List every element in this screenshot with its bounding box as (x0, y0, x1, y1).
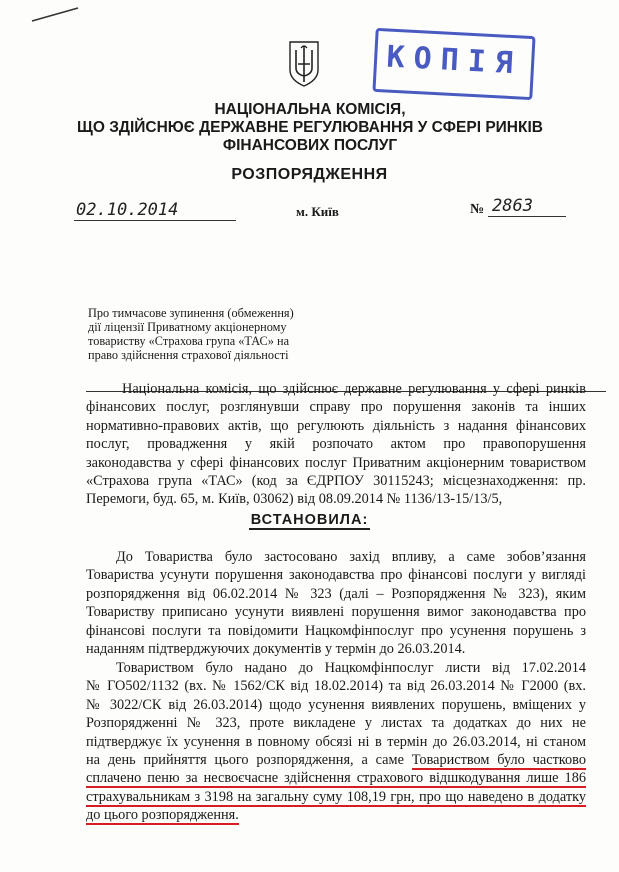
pen-mark-icon (30, 4, 82, 24)
preamble-line: Перемоги, буд. 65, м. Київ, 03062) від 08.09.2014 № 1136/13-15/13/5, (86, 491, 503, 508)
order-city: м. Київ (296, 204, 339, 219)
preamble-line: фінансових послуг, розглянувши справу про порушення законів та інших (86, 399, 586, 416)
established-heading (0, 512, 619, 528)
paragraph-line: розпорядження від 06.02.2014 № 323 (далі – Розпорядження № 323), яким (86, 585, 586, 602)
order-number-label: № (470, 202, 485, 217)
paragraph-line (86, 788, 586, 806)
header-line-2: ЩО ЗДІЙСНЮЄ ДЕРЖАВНЕ РЕГУЛЮВАННЯ У СФЕРІ РИНКІВ (77, 119, 543, 136)
paragraph-line: № ГО502/1132 (вх. № 1562/СК від 18.02.2014) та від 26.03.2014 № Г2000 (вх. (86, 678, 586, 695)
paragraph-line: Розпорядженні № 323, проте викладене у листах та додатках до них не (86, 715, 586, 732)
preamble-line: послуг, провадження у якій розпочато актом про правопорушення (86, 436, 586, 453)
order-subject (88, 306, 328, 362)
paragraph-line: фінансові послуги та повідомити Нацкомфінпослуг про усунення порушень з (86, 622, 586, 639)
paragraph-1 (86, 548, 586, 658)
order-title: РОЗПОРЯДЖЕННЯ (231, 166, 388, 183)
highlighted-text: сплачено пеню за несвоєчасне здійснення страхового відшкодування лише 186 (86, 770, 586, 787)
paragraph-line: № 3022/СК від 26.03.2014) щодо усунення виявлених порушень, вміщених у (86, 696, 586, 713)
paragraph-line (86, 769, 586, 787)
preamble-line: нормативно-правових актів, що регулюють діяльність з надання фінансових (86, 417, 586, 434)
subject-line: право здійснення страхової діяльності (88, 348, 289, 362)
header-line-1: НАЦІОНАЛЬНА КОМІСІЯ, (214, 101, 406, 118)
paragraph-line: До Товариства було застосовано захід впливу, а саме зобов’язання (116, 549, 586, 565)
preamble-line: законодавства у сфері фінансових послуг Приватним акціонерним товариством (86, 454, 586, 471)
established-text: ВСТАНОВИЛА: (250, 512, 369, 528)
highlighted-text: страхувальникам з 3198 на загальну суму 108,19 грн, про що наведено в додатку (86, 788, 586, 805)
paragraph-line: наданням підтверджуючих документів у термін до 26.03.2014. (86, 641, 466, 658)
paragraph-line (86, 806, 586, 824)
paragraph-line (86, 751, 586, 769)
copy-stamp: КОПІЯ (372, 28, 535, 100)
highlighted-text: до цього розпорядження. (86, 807, 239, 824)
highlighted-text: Товариством було частково (411, 752, 586, 769)
paragraph-line: Товариству приписано усунути виявлені порушення вимог законодавства про (86, 604, 586, 621)
preamble-line: «Страхова група «ТАС» (код за ЄДРПОУ 30115243; місцезнаходження: пр. (86, 473, 586, 490)
header-line-3: ФІНАНСОВИХ ПОСЛУГ (222, 137, 398, 154)
subject-line: товариству «Страхова група «ТАС» на (88, 334, 290, 348)
subject-line: Про тимчасове зупинення (обмеження) (88, 306, 294, 320)
paragraph-line: Товариством було надано до Нацкомфінпослуг листи від 17.02.2014 (116, 660, 586, 676)
paragraph-line: підтверджує їх усунення в повному обсязі ні в термін до 26.03.2014, ні станом (86, 733, 586, 750)
order-date: 02.10.2014 (74, 200, 236, 221)
order-number: 2863 (488, 196, 566, 217)
paragraph-2 (86, 659, 586, 825)
paragraph-text: на день прийняття цього розпорядження, а саме (86, 752, 412, 769)
preamble-paragraph (86, 380, 586, 509)
trident-emblem-icon (286, 36, 322, 88)
preamble-line: Національна комісія, що здійснює державне регулювання у сфері ринків (122, 381, 586, 397)
paragraph-line: Товариства усунути порушення законодавства про фінансові послуги у вигляді (86, 567, 586, 584)
subject-line: дії ліцензії Приватному акціонерному (88, 320, 287, 334)
